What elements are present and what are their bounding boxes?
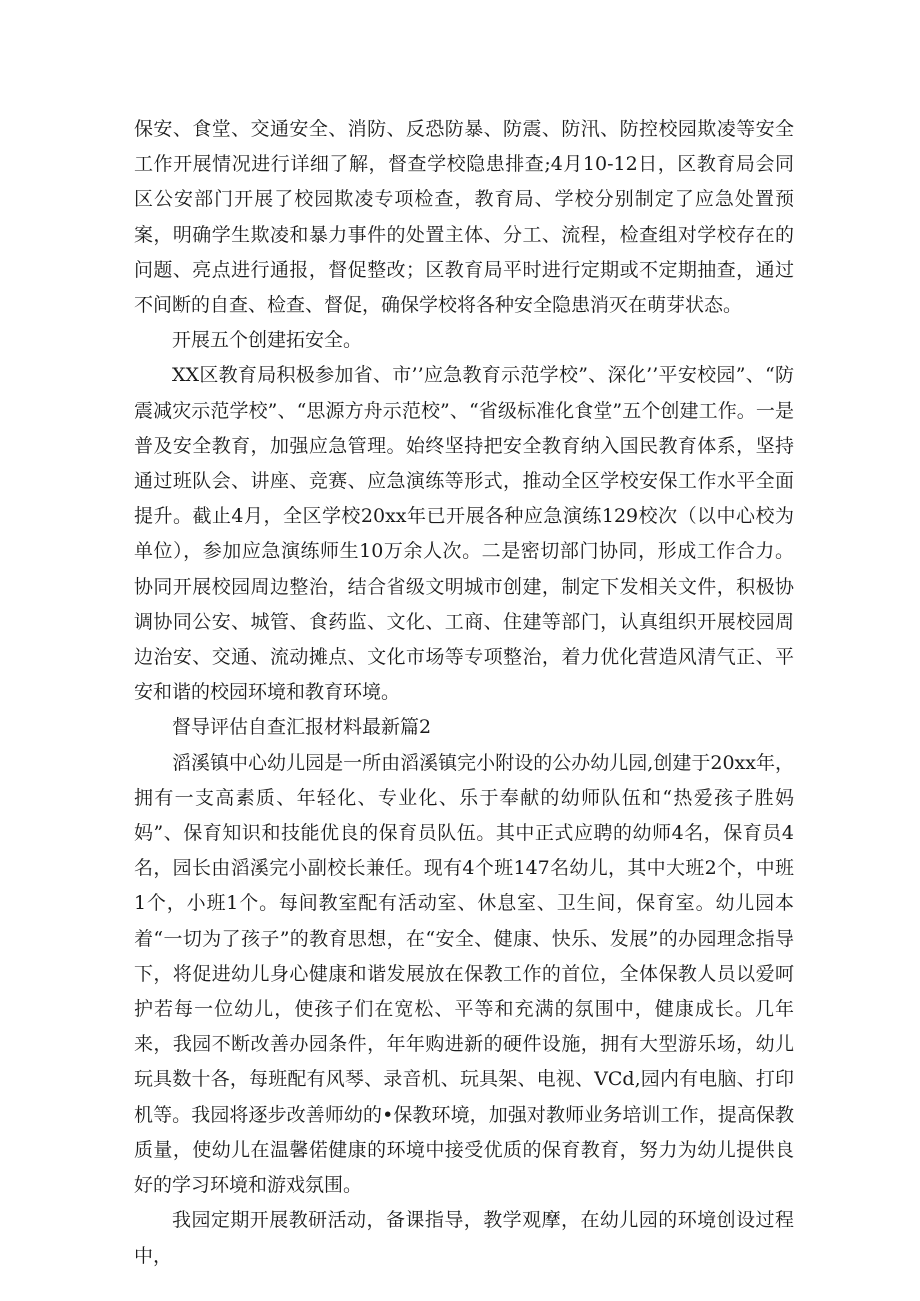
document-body xyxy=(134,112,794,1274)
paragraph-school-safety-inspection: 保安、食堂、交通安全、消防、反恐防暴、防震、防汛、防控校园欺凌等安全工作开展情况进行详细了解，督查学校隐患排查;4月10-12日，区教育局会同区公安部门开展了校园欺凌专项检查，教育局、学校分别制定了应急处置预案，明确学生欺凌和暴力事件的处置主体、分工、流程，检查组对学校存在的问题、亮点进行通报，督促整改；区教育局平时进行定期或不定期抽查，通过不间断的自查、检查、督促，确保学校将各种安全隐患消灭在萌芽状态。 xyxy=(134,118,794,317)
paragraph-kindergarten-overview: 滔溪镇中心幼儿园是一所由滔溪镇完小附设的公办幼儿园,创建于20xx年，拥有一支高素质、年轻化、专业化、乐于奉献的幼师队伍和“热爱孩子胜妈妈”、保育知识和技能优良的保育员队伍。其中正式应聘的幼师4名，保育员4名，园长由滔溪完小副校长兼任。现有4个班147名幼儿，其中大班2个，中班1个，小班1个。每间教室配有活动室、休息室、卫生间，保育室。幼儿园本着“一切为了孩子”的教育思想，在“安全、健康、快乐、发展”的办园理念指导下，将促进幼儿身心健康和谐发展放在保教工作的首位，全体保教人员以爱呵护若每一位幼儿，使孩子们在宽松、平等和充满的氛围中，健康成长。几年来，我园不断改善办园条件，年年购进新的硬件设施，拥有大型游乐场，幼儿玩具数十各，每班配有风琴、录音机、玩具架、电视、VCd,园内有电脑、打印机等。我园将逐步改善师幼的•保教环境，加强对教师业务培训工作，提高保教质量，使幼儿在温馨偌健康的环境中接受优质的保育教育，努力为幼儿提供良好的学习环境和游戏氛围。 xyxy=(134,751,794,1197)
paragraph-five-creations-work: XX区教育局积极参加省、市’’应急教育示范学校”、深化’’平安校园”、“防震减灾示范学校”、“思源方舟示范校”、“省级标准化食堂”五个创建工作。一是普及安全教育，加强应急管理。始终坚持把安全教育纳入国民教育体系，坚持通过班队会、讲座、竞赛、应急演练等形式，推动全区学校安保工作水平全面提升。截止4月，全区学校20xx年已开展各种应急演练129校次（以中心校为单位），参加应急演练师生10万余人次。二是密切部门协同，形成工作合力。协同开展校园周边整治，结合省级文明城市创建，制定下发相关文件，积极协调协同公安、城管、食药监、文化、工商、住建等部门，认真组织开展校园周边治安、交通、流动摊点、文化市场等专项整治，着力优化营造风清气正、平安和谐的校园环境和教育环境。 xyxy=(134,364,794,704)
section-heading-five-creations: 开展五个创建拓安全。 xyxy=(172,329,363,352)
paragraph-teaching-research: 我园定期开展教研活动，备课指导，教学观摩，在幼儿园的环境创设过程中， xyxy=(134,1209,794,1267)
section-heading-report-part-2: 督导评估自查汇报材料最新篇2 xyxy=(172,716,432,739)
